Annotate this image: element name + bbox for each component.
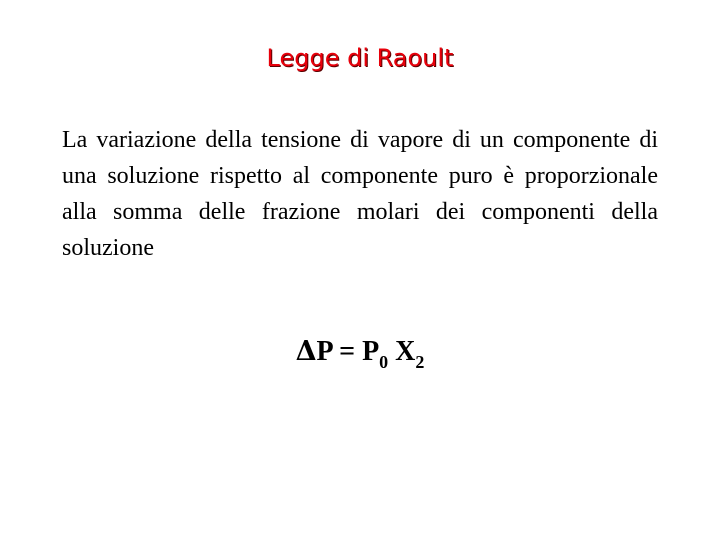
formula-p-subscript: 0 (379, 352, 389, 372)
formula-x-symbol: X (388, 336, 416, 367)
slide-body-text: La variazione della tensione di vapore di un componente di una soluzione rispetto al componente puro è proporzionale alla somma delle frazione molari dei componenti della soluzione (62, 127, 658, 261)
formula-x-subscript: 2 (415, 352, 425, 372)
formula-lhs: P (316, 336, 333, 367)
slide-title: Legge di Raoult (266, 44, 454, 72)
formula-delta-symbol: Δ (295, 336, 317, 367)
raoult-formula (0, 332, 720, 372)
formula-p-symbol: P (362, 336, 380, 367)
formula-equals: = (332, 336, 363, 367)
